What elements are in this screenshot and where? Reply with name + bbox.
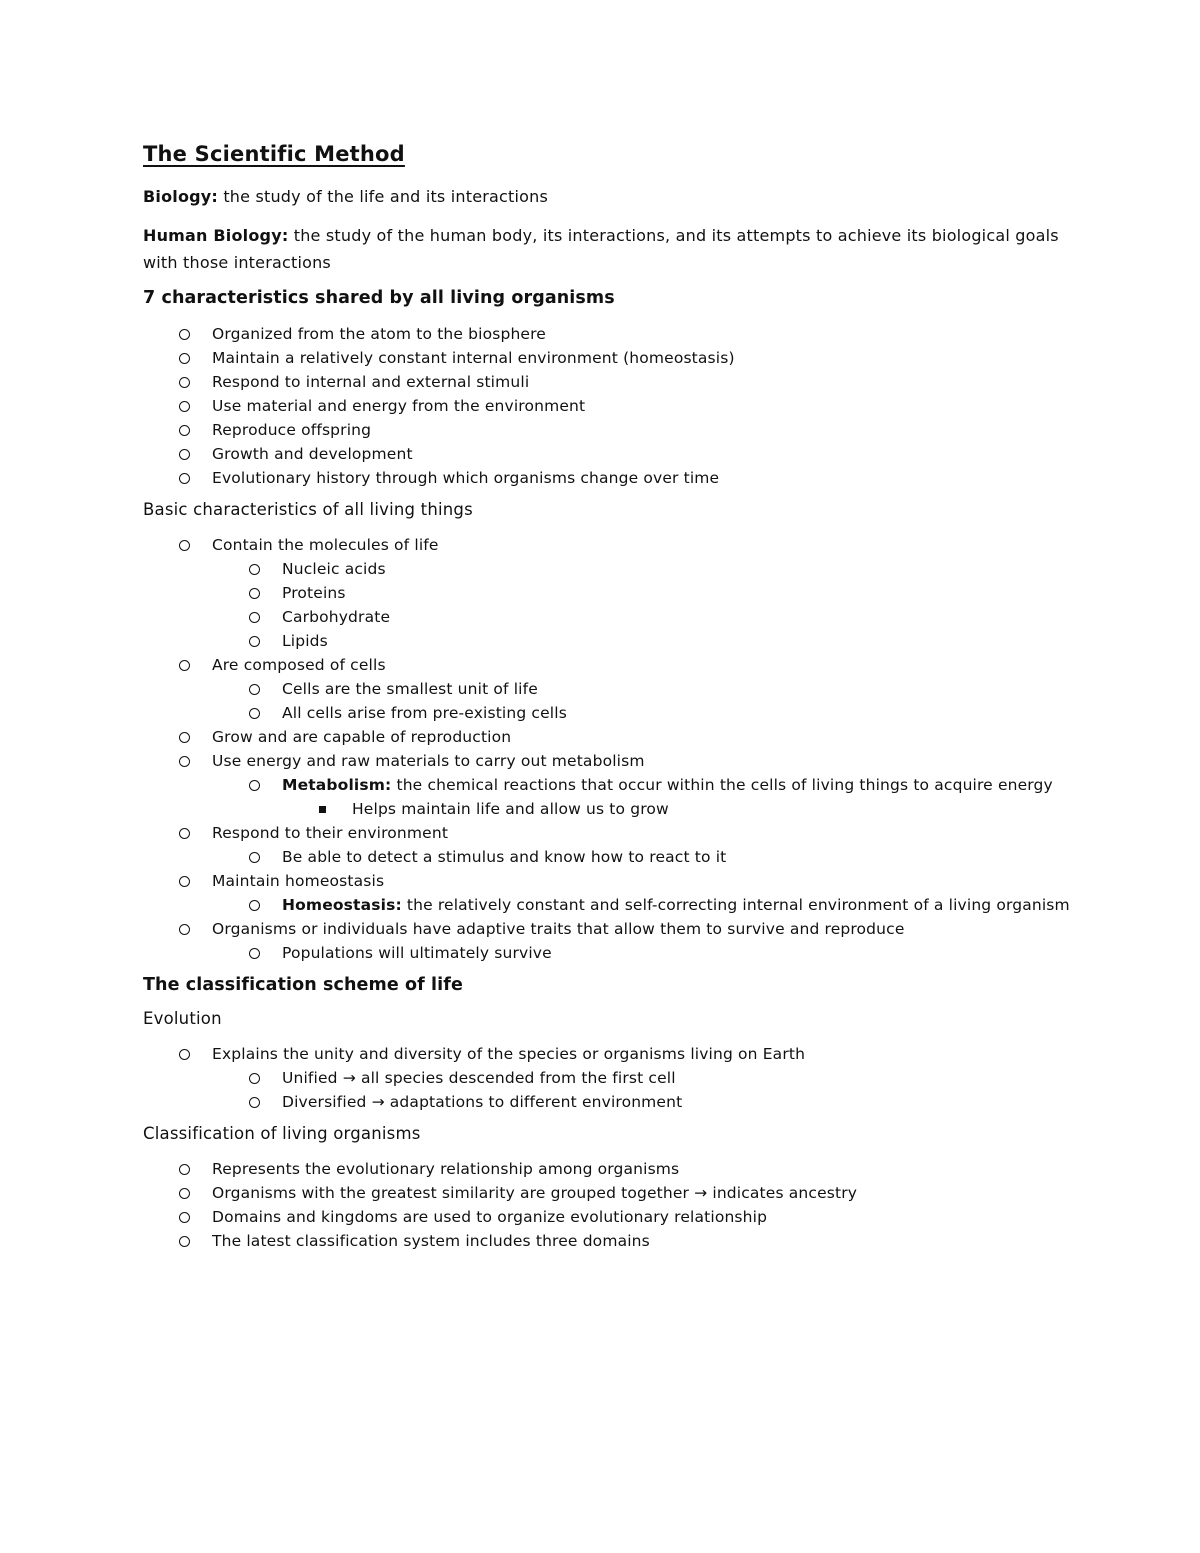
- evolution-list: [143, 1042, 1083, 1114]
- circle-bullet-icon: [249, 780, 260, 791]
- circle-bullet-icon: [249, 708, 260, 719]
- sub-list-item: Diversified → adaptations to different environment: [212, 1090, 1083, 1114]
- list-item: Maintain a relatively constant internal environment (homeostasis): [143, 346, 1083, 370]
- sub-list-item: Carbohydrate: [212, 605, 1083, 629]
- circle-bullet-icon: [179, 924, 190, 935]
- circle-bullet-icon: [179, 1236, 190, 1247]
- characteristics-list: [143, 322, 1083, 490]
- circle-bullet-icon: [179, 425, 190, 436]
- list-item: Organisms with the greatest similarity are grouped together → indicates ancestry: [143, 1181, 1083, 1205]
- sub-list: [143, 845, 1083, 869]
- sub-list: [143, 677, 1083, 725]
- definition-text: the study of the life and its interactions: [218, 187, 549, 206]
- definition-text: the study of the human body, its interactions, and its attempts to achieve its biological goals with those interactions: [143, 226, 1059, 272]
- circle-bullet-icon: [249, 900, 260, 911]
- circle-bullet-icon: [179, 449, 190, 460]
- sub-list-item-metabolism: Metabolism: the chemical reactions that occur within the cells of living things to acquire energy Helps maintain life and allow us to grow: [212, 773, 1083, 821]
- sub-list: [143, 557, 1083, 653]
- sub-list-item: All cells arise from pre-existing cells: [212, 701, 1083, 725]
- circle-bullet-icon: [179, 329, 190, 340]
- sub-list-item-homeostasis: Homeostasis: the relatively constant and self-correcting internal environment of a living organism: [212, 893, 1083, 917]
- circle-bullet-icon: [179, 756, 190, 767]
- circle-bullet-icon: [249, 1073, 260, 1084]
- classification-list: [143, 1157, 1083, 1253]
- circle-bullet-icon: [179, 540, 190, 551]
- list-item: Reproduce offspring: [143, 418, 1083, 442]
- circle-bullet-icon: [249, 564, 260, 575]
- document-content: [143, 142, 1083, 1263]
- sub-list-item: Populations will ultimately survive: [212, 941, 1083, 965]
- document-title: The Scientific Method: [143, 142, 405, 166]
- list-item: Use energy and raw materials to carry out metabolism Metabolism: the chemical reactions that occur within the cells of living things to acquire energy Helps maintain life and allow us to grow: [143, 749, 1083, 821]
- circle-bullet-icon: [249, 588, 260, 599]
- sub-list: [143, 941, 1083, 965]
- sub-list-item: Unified → all species descended from the first cell: [212, 1066, 1083, 1090]
- circle-bullet-icon: [179, 660, 190, 671]
- circle-bullet-icon: [249, 1097, 260, 1108]
- list-item: Contain the molecules of life Nucleic acids Proteins Carbohydrate Lipids: [143, 533, 1083, 653]
- definition-biology: [143, 183, 1083, 210]
- sub-list-item: Lipids: [212, 629, 1083, 653]
- list-item: Organized from the atom to the biosphere: [143, 322, 1083, 346]
- definition-term: Biology:: [143, 187, 219, 206]
- circle-bullet-icon: [179, 377, 190, 388]
- subheading-evolution: Evolution: [143, 1009, 222, 1028]
- circle-bullet-icon: [249, 636, 260, 647]
- sub-list-item: Nucleic acids: [212, 557, 1083, 581]
- list-item: Growth and development: [143, 442, 1083, 466]
- sub-list: [143, 773, 1083, 821]
- sub-sub-list: [212, 797, 1083, 821]
- circle-bullet-icon: [249, 684, 260, 695]
- circle-bullet-icon: [179, 1188, 190, 1199]
- sub-list: [143, 1066, 1083, 1114]
- sub-list-item: Proteins: [212, 581, 1083, 605]
- circle-bullet-icon: [179, 1164, 190, 1175]
- definition-term: Metabolism:: [282, 776, 392, 794]
- section-heading-classification-scheme: The classification scheme of life: [143, 975, 463, 995]
- section-heading-basic-characteristics: Basic characteristics of all living things: [143, 500, 473, 519]
- definition-term: Homeostasis:: [282, 896, 402, 914]
- list-item: Respond to their environment Be able to detect a stimulus and know how to react to it: [143, 821, 1083, 869]
- list-item: Organisms or individuals have adaptive traits that allow them to survive and reproduce Populations will ultimately survive: [143, 917, 1083, 965]
- circle-bullet-icon: [249, 852, 260, 863]
- list-item: Grow and are capable of reproduction: [143, 725, 1083, 749]
- circle-bullet-icon: [179, 876, 190, 887]
- list-item: Explains the unity and diversity of the species or organisms living on Earth Unified → all species descended from the first cell Diversified → adaptations to different environment: [143, 1042, 1083, 1114]
- list-item: Domains and kingdoms are used to organize evolutionary relationship: [143, 1205, 1083, 1229]
- circle-bullet-icon: [179, 401, 190, 412]
- sub-list-item: Cells are the smallest unit of life: [212, 677, 1083, 701]
- circle-bullet-icon: [179, 1212, 190, 1223]
- list-item: Evolutionary history through which organisms change over time: [143, 466, 1083, 490]
- list-item: The latest classification system includes three domains: [143, 1229, 1083, 1253]
- sub-list: [143, 893, 1083, 917]
- sub-sub-list-item: Helps maintain life and allow us to grow: [282, 797, 1083, 821]
- list-item: Use material and energy from the environment: [143, 394, 1083, 418]
- sub-list-item: Be able to detect a stimulus and know how to react to it: [212, 845, 1083, 869]
- circle-bullet-icon: [179, 473, 190, 484]
- circle-bullet-icon: [249, 948, 260, 959]
- list-item: Are composed of cells Cells are the smallest unit of life All cells arise from pre-existing cells: [143, 653, 1083, 725]
- circle-bullet-icon: [179, 828, 190, 839]
- list-item: Respond to internal and external stimuli: [143, 370, 1083, 394]
- list-item: Represents the evolutionary relationship among organisms: [143, 1157, 1083, 1181]
- circle-bullet-icon: [179, 1049, 190, 1060]
- definition-human-biology: [143, 222, 1083, 276]
- definition-term: Human Biology:: [143, 226, 289, 245]
- circle-bullet-icon: [249, 612, 260, 623]
- list-item: Maintain homeostasis Homeostasis: the relatively constant and self-correcting internal environment of a living organism: [143, 869, 1083, 917]
- basic-characteristics-list: [143, 533, 1083, 965]
- subheading-classification: Classification of living organisms: [143, 1124, 421, 1143]
- square-bullet-icon: [319, 806, 326, 813]
- circle-bullet-icon: [179, 353, 190, 364]
- circle-bullet-icon: [179, 732, 190, 743]
- section-heading-characteristics: 7 characteristics shared by all living organisms: [143, 288, 615, 308]
